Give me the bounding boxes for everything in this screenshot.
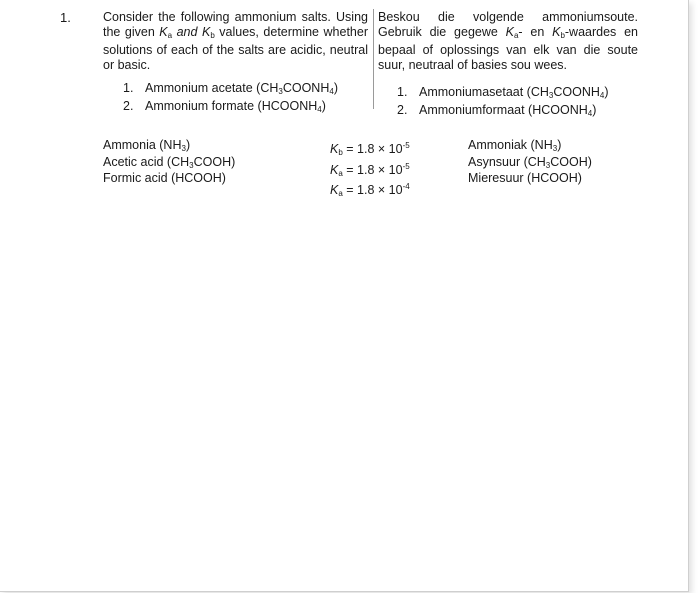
question-text-afrikaans	[378, 10, 638, 72]
compound-row: Asynsuur $(CH_3COOH)$	[468, 154, 592, 170]
intro-text-cont: values, determine whether solutions of each of the salts are acidic, neutral or basic.	[103, 24, 368, 72]
constant-row: $K_a = 1.8 \times 10^{-4}$	[330, 182, 410, 198]
compound-row: Ammoniak $(NH_3)$	[468, 138, 562, 153]
compound-row: Ammonia $(NH_3)$	[103, 138, 191, 153]
intro-text: Consider the following ammonium salts. Using the given	[103, 10, 368, 39]
constant-row: $K_b = 1.8 \times 10^{-5}$	[330, 141, 410, 157]
ka-subscript: a	[513, 30, 519, 40]
compound-row: Formic acid (HCOOH)	[103, 171, 226, 185]
ka-subscript: a	[167, 30, 173, 40]
salt-item: 2. Ammonium formate $(HCOONH_4)$	[123, 99, 326, 114]
kb-symbol: K	[201, 24, 211, 39]
salt-list-english	[123, 81, 338, 117]
kb-subscript: b	[560, 30, 565, 40]
compound-row: Acetic acid $(CH_3COOH)$	[103, 154, 236, 170]
kb-symbol: K	[552, 24, 561, 39]
salt-item: 1. Ammoniumasetaat $(CH_3COONH_4)$	[397, 85, 609, 100]
compound-names-afrikaans	[468, 139, 592, 186]
question-text-english	[103, 10, 368, 72]
kb-subscript: b	[210, 30, 215, 40]
ka-symbol: K	[505, 24, 514, 39]
and-text: - en	[518, 24, 553, 39]
and-text: and	[172, 24, 202, 39]
equilibrium-constants	[330, 139, 410, 201]
ka-symbol: K	[159, 24, 168, 39]
salt-item: 2. Ammoniumformaat $(HCOONH_4)$	[397, 103, 597, 118]
compound-row: Mieresuur (HCOOH)	[468, 171, 582, 185]
intro-text: Beskou die volgende ammoniumsoute. Gebruik die gegewe	[378, 10, 638, 39]
salt-item: 1. Ammonium acetate $(CH_3COONH_4)$	[123, 81, 338, 96]
column-divider	[373, 9, 374, 109]
salt-list-afrikaans	[397, 85, 609, 121]
question-number: 1.	[60, 10, 71, 25]
constant-row: $K_a = 1.8 \times 10^{-5}$	[330, 161, 410, 178]
compound-names-english	[103, 139, 235, 186]
intro-text-cont: -waardes en bepaal of oplossings van elk van die soute suur, neutraal of basies sou wees.	[378, 24, 639, 72]
